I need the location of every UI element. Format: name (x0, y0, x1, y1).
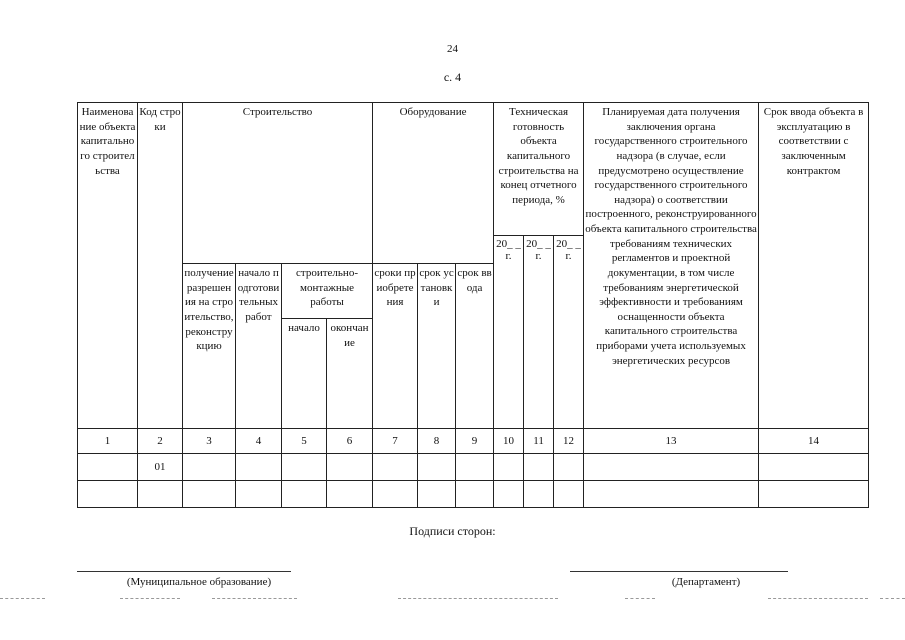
column-number: 12 (554, 429, 584, 454)
column-number: 2 (138, 429, 183, 454)
header-installation-works: строительно-монтажные работы (282, 264, 373, 319)
signatures-title: Подписи сторон: (409, 524, 496, 538)
header-acquisition-terms: сроки приобретения (373, 264, 418, 429)
scan-artifact-line (398, 598, 558, 599)
signature-line-department (570, 571, 788, 572)
header-commission-term: Срок ввода объекта в эксплуатацию в соответствии с заключенным контрактом (759, 103, 869, 429)
column-number: 11 (524, 429, 554, 454)
signature-caption-department: (Департамент) (671, 576, 741, 588)
table-cell (327, 454, 373, 481)
signature-caption-municipality: (Муниципальное образование) (126, 576, 272, 588)
header-technical-readiness: Техническая готовность объекта капитального строительства на конец отчетного периода, % (494, 103, 584, 236)
table-cell (373, 454, 418, 481)
table-cell (418, 481, 456, 508)
row-code-cell (138, 481, 183, 508)
table-cell (524, 481, 554, 508)
scan-artifact-line (0, 598, 45, 599)
header-works-end: окончание (327, 319, 373, 429)
table-cell (554, 481, 584, 508)
header-year-2: 20_ _ г. (524, 236, 554, 429)
header-construction: Строительство (183, 103, 373, 264)
header-installation-term: срок установки (418, 264, 456, 429)
scan-artifact-line (212, 598, 297, 599)
scan-artifact-line (120, 598, 180, 599)
row-code-cell: 01 (138, 454, 183, 481)
table-cell (584, 454, 759, 481)
table-cell (554, 454, 584, 481)
column-number: 8 (418, 429, 456, 454)
table-cell (282, 481, 327, 508)
column-number: 13 (584, 429, 759, 454)
table-cell (236, 454, 282, 481)
table-cell (759, 481, 869, 508)
report-table (77, 102, 869, 508)
table-cell (494, 454, 524, 481)
column-number: 1 (78, 429, 138, 454)
column-number: 14 (759, 429, 869, 454)
scan-artifact-line (768, 598, 868, 599)
table-cell (282, 454, 327, 481)
table-row (78, 481, 869, 508)
signature-line-municipality (77, 571, 291, 572)
header-row-code: Код строки (138, 103, 183, 429)
column-number: 6 (327, 429, 373, 454)
table-cell (373, 481, 418, 508)
column-number: 5 (282, 429, 327, 454)
scan-artifact-line (880, 598, 905, 599)
table-cell (78, 454, 138, 481)
header-prep-start: начало подготовительных работ (236, 264, 282, 429)
sheet-label: с. 4 (443, 70, 462, 84)
scan-artifact-line (625, 598, 655, 599)
header-commissioning-term: срок ввода (456, 264, 494, 429)
column-number: 4 (236, 429, 282, 454)
table-cell (759, 454, 869, 481)
table-cell (584, 481, 759, 508)
header-works-start: начало (282, 319, 327, 429)
table-cell (236, 481, 282, 508)
table-row (78, 454, 869, 481)
table-cell (183, 454, 236, 481)
table-cell (524, 454, 554, 481)
header-permit: получение разрешения на строительство, реконструкцию (183, 264, 236, 429)
column-number: 3 (183, 429, 236, 454)
column-number: 7 (373, 429, 418, 454)
header-year-3: 20_ _ г. (554, 236, 584, 429)
table-cell (418, 454, 456, 481)
table-cell (78, 481, 138, 508)
column-number: 10 (494, 429, 524, 454)
header-object-name: Наименование объекта капитального строительства (78, 103, 138, 429)
header-year-1: 20_ _ г. (494, 236, 524, 429)
table-cell (456, 454, 494, 481)
header-planned-date: Планируемая дата получения заключения органа государственного строительного надзора (в случае, если предусмотрено осуществление государственного строительного надзора) о соответствии построенного, реконструированного объекта капитального строительства требованиям технических регламентов и проектной документации, в том числе требованиям энергетической эффективности и требованиям оснащенности объекта капитального строительства приборами учета используемых энергетических ресурсов (584, 103, 759, 429)
table-cell (456, 481, 494, 508)
column-number-row (78, 429, 869, 454)
table-cell (183, 481, 236, 508)
column-number: 9 (456, 429, 494, 454)
header-equipment: Оборудование (373, 103, 494, 264)
table-cell (327, 481, 373, 508)
header-row-1 (78, 103, 869, 236)
table-cell (494, 481, 524, 508)
page-number: 24 (447, 43, 458, 55)
